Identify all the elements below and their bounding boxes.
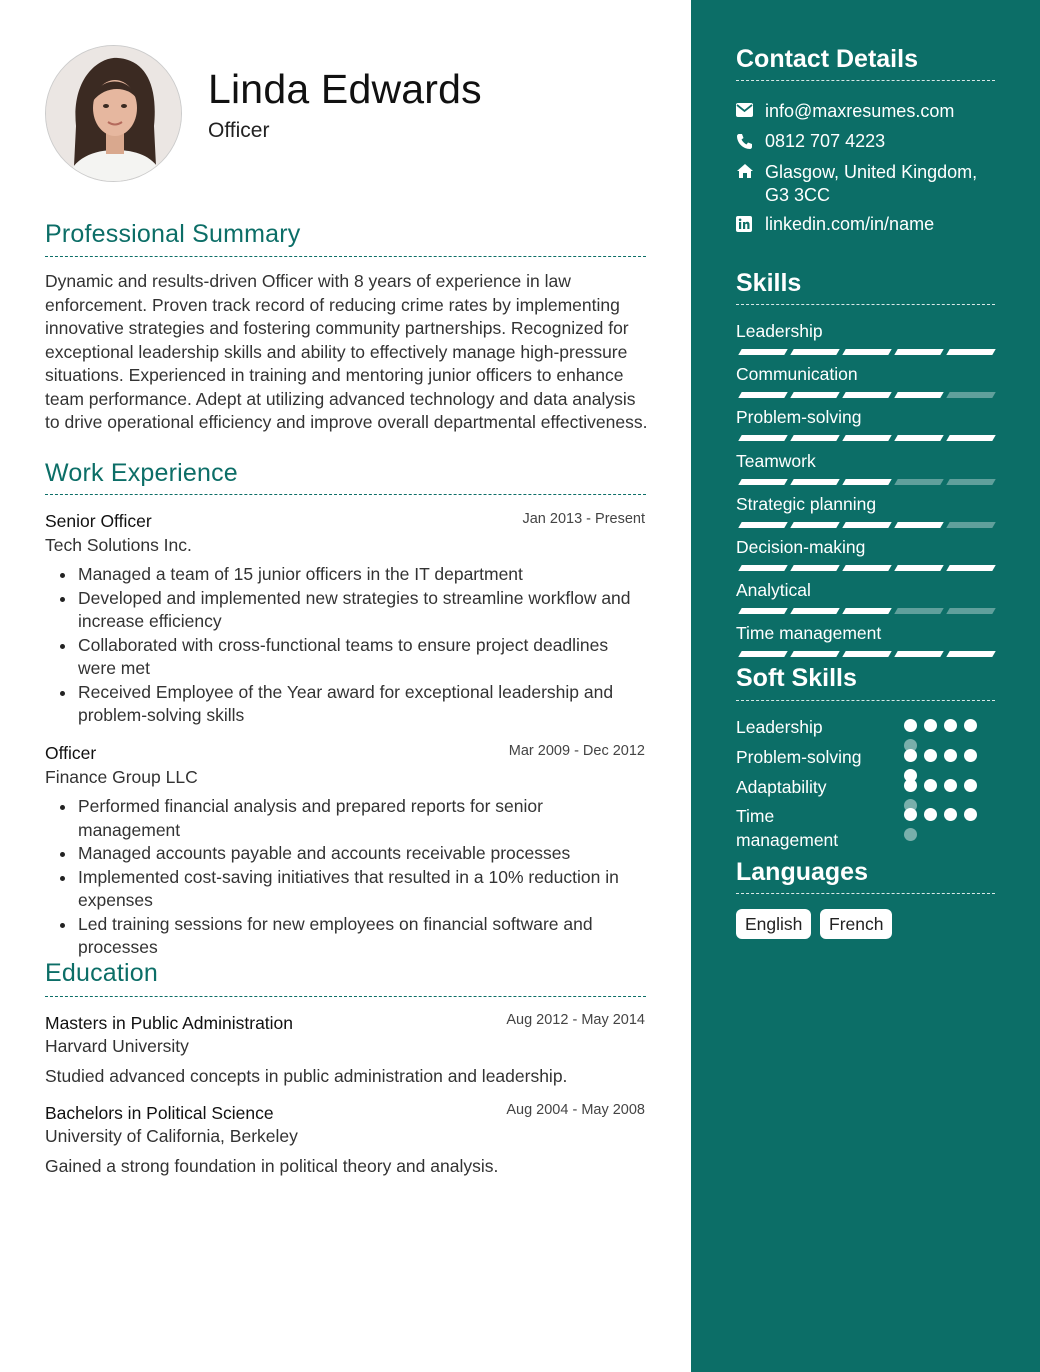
skill-level-bar: [737, 651, 993, 657]
skill-level-segment: [946, 608, 995, 614]
education-heading: Education: [45, 959, 158, 987]
divider: [736, 893, 995, 894]
contact-email-text[interactable]: info@maxresumes.com: [765, 101, 955, 121]
skill-level-bar: [737, 565, 993, 571]
summary-text: Dynamic and results-driven Officer with 8 years of experience in law enforcement. Proven track record of reducing crime rates by implementing innovative strategies and fostering community partnerships. Recognized for exceptional leadership skills and ability to effectively manage high-pressure situations. Experienced in training and mentoring junior officers to enhance team performance. Adept at utilizing advanced technology and data analysis to drive operational efficiency and improve overall departmental effectiveness.: [45, 271, 648, 432]
skill-name: Strategic planning: [736, 494, 877, 514]
envelope-icon: [736, 101, 765, 122]
skill-level-segment: [894, 522, 943, 528]
rating-dot: [944, 779, 957, 792]
skill-level-segment: [738, 608, 787, 614]
job-title: Senior Officer: [45, 511, 152, 531]
rating-dot: [924, 808, 937, 821]
rating-dot: [924, 749, 937, 762]
experience-heading: Work Experience: [45, 459, 238, 487]
skill-level-segment: [738, 349, 787, 355]
skill-level-segment: [842, 392, 891, 398]
skill-level-bar: [737, 392, 993, 398]
skill-level-segment: [738, 392, 787, 398]
skill-level-segment: [738, 565, 787, 571]
skill-level-segment: [946, 435, 995, 441]
soft-skill-name: Problem-solving: [736, 747, 862, 767]
contact-address-text: Glasgow, United Kingdom, G3 3CC: [765, 162, 978, 205]
skill-level-bar: [737, 349, 993, 355]
rating-dot: [964, 749, 977, 762]
skill-level-segment: [842, 565, 891, 571]
candidate-name: Linda Edwards: [208, 66, 482, 112]
education-date: Aug 2012 - May 2014: [506, 1012, 645, 1028]
rating-dot: [904, 749, 917, 762]
languages-heading: Languages: [736, 858, 868, 886]
summary-heading: Professional Summary: [45, 220, 301, 248]
skill-name: Decision-making: [736, 537, 866, 557]
skill-level-segment: [894, 608, 943, 614]
linkedin-icon: [736, 214, 765, 235]
rating-dot: [944, 719, 957, 732]
skill-level-segment: [894, 479, 943, 485]
divider: [45, 256, 646, 257]
skill-level-segment: [738, 651, 787, 657]
rating-dot: [904, 828, 917, 841]
contact-linkedin: [736, 214, 996, 235]
rating-dot: [924, 779, 937, 792]
contact-heading: Contact Details: [736, 45, 918, 73]
skill-level-bar: [737, 522, 993, 528]
education-date: Aug 2004 - May 2008: [506, 1102, 645, 1118]
skill-level-segment: [790, 608, 839, 614]
divider: [736, 304, 995, 305]
skill-name: Time management: [736, 623, 882, 643]
job-date: Jan 2013 - Present: [522, 511, 645, 527]
divider: [736, 80, 995, 81]
divider: [736, 700, 995, 701]
rating-dot: [964, 719, 977, 732]
soft-skill-name: Leadership: [736, 717, 823, 737]
skill-level-bar: [737, 479, 993, 485]
skill-level-segment: [842, 608, 891, 614]
skill-level-segment: [946, 522, 995, 528]
education-description: Studied advanced concepts in public administration and leadership.: [45, 1066, 568, 1086]
skill-level-segment: [842, 651, 891, 657]
skill-name: Analytical: [736, 580, 811, 600]
list-item: Led training sessions for new employees on financial software and processes: [78, 913, 648, 960]
skill-name: Leadership: [736, 321, 823, 341]
rating-dot: [964, 808, 977, 821]
skill-level-segment: [790, 479, 839, 485]
skill-level-segment: [842, 349, 891, 355]
rating-dot: [924, 719, 937, 732]
skill-level-segment: [790, 392, 839, 398]
home-icon: [736, 161, 765, 207]
skill-level-segment: [738, 479, 787, 485]
skills-heading: Skills: [736, 269, 802, 297]
school-name: Harvard University: [45, 1036, 189, 1056]
soft-skill-rating: [904, 808, 976, 848]
skill-level-segment: [790, 435, 839, 441]
list-item: Received Employee of the Year award for exceptional leadership and problem-solving skills: [78, 681, 648, 728]
job-company: Tech Solutions Inc.: [45, 535, 192, 555]
job-bullets: [78, 795, 648, 960]
skill-level-segment: [790, 565, 839, 571]
divider: [45, 996, 646, 997]
rating-dot: [944, 808, 957, 821]
job-bullets: [78, 563, 648, 728]
skill-level-segment: [842, 522, 891, 528]
skill-level-segment: [946, 651, 995, 657]
portrait-photo: [46, 46, 182, 182]
list-item: Collaborated with cross-functional teams to ensure project deadlines were met: [78, 634, 648, 681]
education-description: Gained a strong foundation in political theory and analysis.: [45, 1156, 499, 1176]
skill-level-segment: [790, 522, 839, 528]
language-tag: French: [820, 909, 892, 939]
skill-level-segment: [894, 651, 943, 657]
list-item: Developed and implemented new strategies to streamline workflow and increase efficiency: [78, 587, 648, 634]
list-item: Performed financial analysis and prepared reports for senior management: [78, 795, 648, 842]
skill-name: Problem-solving: [736, 407, 862, 427]
skill-level-segment: [842, 479, 891, 485]
rating-dot: [904, 808, 917, 821]
rating-dot: [944, 749, 957, 762]
soft-skill-name: Time management: [736, 806, 839, 850]
contact-phone-text[interactable]: 0812 707 4223: [765, 131, 886, 151]
degree-title: Bachelors in Political Science: [45, 1103, 274, 1123]
skill-level-segment: [946, 565, 995, 571]
language-tag: English: [736, 909, 811, 939]
skill-level-bar: [737, 608, 993, 614]
contact-email: [736, 101, 996, 122]
candidate-title: Officer: [208, 119, 270, 142]
skill-level-segment: [894, 349, 943, 355]
skill-level-segment: [946, 349, 995, 355]
skill-level-segment: [894, 435, 943, 441]
rating-dot: [964, 779, 977, 792]
skill-level-segment: [946, 392, 995, 398]
contact-address: [736, 161, 996, 207]
job-date: Mar 2009 - Dec 2012: [508, 743, 645, 759]
skill-level-segment: [790, 349, 839, 355]
list-item: Managed a team of 15 junior officers in the IT department: [78, 563, 648, 587]
skill-level-segment: [738, 435, 787, 441]
contact-phone: [736, 131, 996, 152]
list-item: Implemented cost-saving initiatives that resulted in a 10% reduction in expenses: [78, 866, 648, 913]
skill-level-segment: [946, 479, 995, 485]
skill-level-bar: [737, 435, 993, 441]
skill-name: Teamwork: [736, 451, 816, 471]
skill-level-segment: [842, 435, 891, 441]
sidebar: [691, 0, 1040, 1372]
phone-icon: [736, 131, 765, 152]
soft-skills-heading: Soft Skills: [736, 664, 857, 692]
rating-dot: [904, 779, 917, 792]
list-item: Managed accounts payable and accounts receivable processes: [78, 842, 648, 866]
contact-linkedin-text[interactable]: linkedin.com/in/name: [765, 214, 935, 234]
skill-name: Communication: [736, 364, 858, 384]
job-company: Finance Group LLC: [45, 767, 198, 787]
school-name: University of California, Berkeley: [45, 1126, 298, 1146]
rating-dot: [904, 719, 917, 732]
skill-level-segment: [790, 651, 839, 657]
degree-title: Masters in Public Administration: [45, 1013, 294, 1033]
skill-level-segment: [738, 522, 787, 528]
skill-level-segment: [894, 565, 943, 571]
avatar: [45, 45, 182, 182]
job-title: Officer: [45, 743, 97, 763]
divider: [45, 494, 646, 495]
skill-level-segment: [894, 392, 943, 398]
soft-skill-name: Adaptability: [736, 777, 827, 797]
